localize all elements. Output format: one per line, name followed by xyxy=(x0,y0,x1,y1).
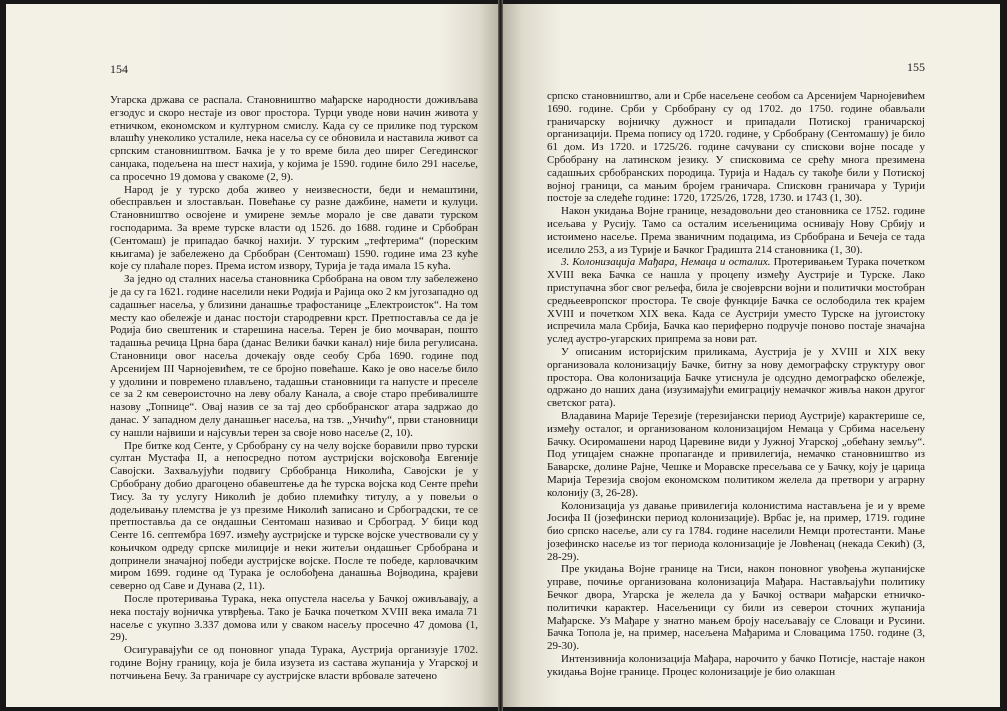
paragraph-text: Протеривањем Турака почетком XVIII века Бачка се нашла у процепу између Аустрије и Турске. Лако приступачна због свог рељефа, била је својеврсни војни и политички мостобран средњеевропског простора. Те своје функције Бачка се ослободила тек крајем XVIII и почетком XIX века. Када се Аустрији уместо Турске на југоистоку испречила мала Србија, Бачка као периферно подручје поново постаје значајна услед аустро-угарских припрема за нови рат. xyxy=(547,256,925,346)
page-number: 154 xyxy=(110,62,128,76)
paragraph: У описаним историјским приликама, Аустрија је у XVIII и XIX веку организовала колонизацију Бачке, битну за нову демографску структуру овог простора. Ова колонизација Бачке утиснула је одсудно демографско обележје, одржано до наших дана (изузимајући емиграцију немачког живља након другог светског рата). xyxy=(547,345,925,410)
paragraph: Осигуравајући се од поновног упада Турака, Аустрија организује 1702. године Војну границу, која је била изузета из састава жупанија у Угарској и потчињена Бечу. За граничаре су аустријске власти врбовале затечено xyxy=(110,644,478,682)
paragraph: Угарска држава се распала. Становништво мађарске народности доживљава егзодус и скоро нестаје из овог простора. Турци уводе нови начин живота у етничком, економском и културном смислу. Када су се прилике под турском влашћу унеколико усталиле, нека насеља су се обновила и наставила живот са српским становништвом. Бачка је у то време била део ширег Сегединског санџака, подељена на шест нахија, у којима је 1590. године било 291 насеље, са просечно 19 домова у свакомe (2, 9). xyxy=(110,94,478,183)
paragraph: После протеривања Турака, нека опустела насеља у Бачкој оживљавају, а нека постају војничка утврђења. Тако је Бачка почетком XVIII века имала 71 насеље с укупно 3.337 домова или у сваком насељу просечно 47 домова (1, 29). xyxy=(110,593,478,644)
section-paragraph xyxy=(547,256,925,346)
right-page-body xyxy=(547,90,925,679)
paragraph: Пре укидања Војне границе на Тиси, након поновног увођења жупанијске управе, почиње организована колонизација Мађара. Настављајући политику Бечког двора, Угарска је желела да у Бачкој оствари мађарски етничко-политички карактер. Насељеници су били из северои сточних жупанија Мађарске. Уз Мађаре у знатно мањем броју насељавају се Словаци и Русини. Бачка Топола је, на пример, насељена Мађарима и Словацима 1750. године (3, 29-30). xyxy=(547,563,925,653)
paragraph: Пре битке код Сенте, у Србобрану су на челу војске боравили прво турски султан Мустафа II, а непосредно потом аустријски војсковођа Евгеније Савојски. Захваљујући подвигу Србобранца Николића, Савојски је у Србобрану добио драгоцено обавештење да ће турска војска код Сенте прећи Тису. За ту услугу Николић је добио племићку титулу, а у повељи о додељивању племства је уз презиме Николић записано и Србоградски, те се претпоставља да се ондашњи Сентомаш називао и Србоград. У бици код Сенте 16. септембра 1697. између аустријске и турске војске учествовали су у коњичком одреду српске милиције и неки житељи ондашњег Србобрана и допринели значајној победи аустријске војске. После те победе, карловачким миром 1699. године од Турака је ослобођена данашња Војводина, крајеви северно од Саве и Дунава (2, 11). xyxy=(110,439,478,593)
left-page xyxy=(6,4,498,707)
section-heading: 3. Колонизација Мађара, Немаца и осталих. xyxy=(561,256,771,269)
page-number: 155 xyxy=(907,60,925,74)
paragraph: Након укидања Војне границе, незадовољни део становника се 1752. године исељава у Русију. Тамо са осталим исељеницима оснивају Нову Србију и истоимено насеље. Према званичним подацима, из Србобрана и Бечеја се тада иселило 253, а из Турије и Бачког Градишта 214 становника (1, 30). xyxy=(547,205,925,256)
left-page-body xyxy=(110,94,478,683)
paragraph: Колонизација уз давање привилегија колонистима настављена је и у време Јосифа II (јозефински период колонизације). Врбас је, на пример, 1719. године био српско насеље, али су га 1784. године населили Немци протестанти. Мање јозефинско насеље из тог периода колонизације је Ловћенац (некада Секић) (3, 28-29). xyxy=(547,499,925,563)
paragraph: Владавина Марије Терезије (терезијански период Аустрије) карактерише се, између осталог, и организованом колонизацијом Немаца у Србима насељену Бачку. Осиромашени народ Царевине види у Јужној Угарској „обећану земљу“. Под утицајем снажне пропаганде и привилегија, немачко становништво из Баварске, долине Рајне, Чешке и Моравске пресељава се у Бачку, коју је царица Марија Терезија својом економском политиком желела да претвори у аграрну колонију (3, 26-28). xyxy=(547,409,925,499)
paragraph: Интензивнија колонизација Мађара, нарочито у бачко Потисје, настаје након укидања Војне границе. Процес колонизације је био олакшан xyxy=(547,653,925,678)
right-page xyxy=(503,4,1000,707)
paragraph: Народ је у турско доба живео у неизвесности, беди и немаштини, обесправљен и злостављан. Повећање су разне дажбине, намети и кулуци. Становништво освојене и умирене земље морало је све давати турском господарима. За време турске власти од 1526. до 1688. године и Србобран (Сентомаш) је припадао бачкој нахији. У турским „тефтерима“ (пореским књигама) је забележено да Србобран (Сентомаш) 1590. године има 23 куће које су плаћале порез. Према истом извору, Турија је тада имала 15 кућа. xyxy=(110,183,478,273)
paragraph: српско становништво, али и Србе насељене сеобом са Арсенијем Чарнојевићем 1690. године. Срби у Србобрану су од 1702. до 1750. године обављали граничарску војничку дужност и припадали Потиској граничарској организацији. Према попису од 1720. године, у Србобрану (Сентомашу) је било 61 дом. Из 1720. и 1725/26. године сачувани су спискови војне посаде у Србобрану на латинском језику. У списковима се срећу многа презимена садашњих србобранских породица. Турија и Надаљ су такође били у Потиској војној граници, са мањим бројем граничара. Списковн граничара у Турији постоје за следеће године: 1720, 1725/26, 1728, 1730. и 1743 (1, 30). xyxy=(547,90,925,205)
paragraph: За једно од сталних насеља становника Србобрана на овом тлу забележено је да су га 1621. године населили неки Родија и Рајица око 2 км југозападно од садашњег насеља, у близини данашње трафостанице „Електроисток“. На том месту као обележје и данас постоји стародревни крст. Претпоставља се да је Родија био свештеник и старешина насеља. Терен је био мочваран, пошто тадашња речица Црна бара (данас Велики бачки канал) није била регулисана. Становници овог насеља дочекају овде сеобу Срба 1690. године под Арсенијем III Чарнојевићем, те се бројно повећаше. Како је ово насеље било у удолини и повремено плављено, тадашњи становници га напусте и преселе се за 2 км североисточно на леву обалу Канала, а своје старо пребивалиште назову „Топнице“. Овај назив се за тај део србобранског атара задржао до данас. У западном делу данашњег насеља, на тзв. „Унчићу“, први становници су нашли највиши и најсувљи терен за своје ново насеље (2, 10). xyxy=(110,273,478,439)
